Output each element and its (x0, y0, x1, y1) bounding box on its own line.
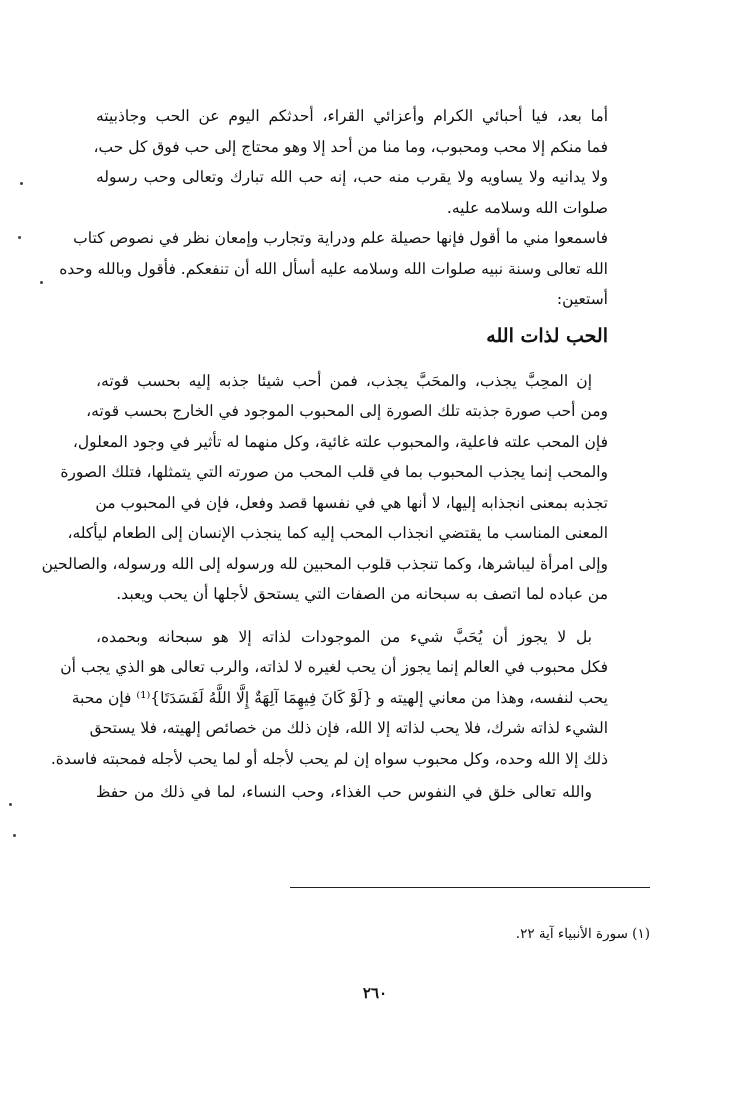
text-line: فكل محبوب في العالم إنما يجوز أن يحب لغيره لا لذاته، والرب تعالى هو الذي يجب أن (60, 658, 608, 676)
scan-speck (20, 182, 23, 185)
section-heading: الحب لذات الله (486, 324, 608, 347)
scan-speck (13, 834, 16, 837)
text-line: الشيء لذاته شرك، فلا يحب لذاته إلا الله، فإن ذلك من خصائص إلهيته، فلا يستحق (89, 719, 608, 737)
text-line: والمحب إنما يجذب المحبوب بما في قلب المحب من صورته التي يتمثلها، فتلك الصورة (60, 463, 608, 481)
text-line: وإلى امرأة ليباشرها، وكما تنجذب قلوب المحبين لله ورسوله إلى الله ورسوله، والصالحين (41, 554, 608, 573)
text-line: المعنى المناسب ما يقتضي انجذاب المحب إليه كما ينجذب الإنسان إلى الطعام ليأكله، (67, 524, 608, 542)
text-line: صلوات الله وسلامه عليه. (446, 198, 608, 217)
text-line: تجذبه بمعنى انجذابه إليها، لا أنها هي في نفسها قصد وفعل، فإن في المحبوب من (95, 493, 608, 512)
text-line: فإن المحب علته فاعلية، والمحبوب علته غائية، وكل منهما له تأثير في وجود المعلول، (72, 432, 608, 451)
paragraph-4 (50, 622, 608, 775)
text-line: يحب لنفسه، وهذا من معاني إلهيته و {لَوْ كَانَ فِيهِمَا آلِهَةٌ إِلَّا اللَّهُ لَفَسَدَتَا}⁽¹⁾ فإن محبة (71, 688, 608, 707)
text-line: إن المحِبَّ يجذب، والمحَبَّ يجذب، فمن أحب شيئا جذبه إليه بحسب قوته، (96, 371, 592, 390)
text-line: ولا يدانيه ولا يساويه ولا يقرب منه حب، إنه حب الله تبارك وتعالى وحب رسوله (96, 168, 608, 186)
page-number: ٢٦٠ (362, 984, 388, 1002)
paragraph-2 (59, 223, 608, 315)
text-line: فما منكم إلا محب ومحبوب، وما منا من أحد إلا وهو محتاج إلى حب فوق كل حب، (93, 137, 608, 156)
text-line: بل لا يجوز أن يُحَبَّ شيء من الموجودات لذاته إلا هو سبحانه وبحمده، (96, 627, 592, 646)
paragraph-3 (41, 366, 608, 610)
footnote: (١) سورة الأنبياء آية ٢٢. (515, 926, 650, 942)
scan-speck (40, 281, 43, 284)
text-line: الله تعالى وسنة نبيه صلوات الله وسلامه عليه أسأل الله أن تنفعكم. فأقول وبالله وحده (59, 259, 608, 278)
scan-speck (9, 803, 12, 806)
paragraph-1 (93, 101, 608, 223)
text-line: أستعين: (556, 290, 608, 308)
text-line: فاسمعوا مني ما أقول فإنها حصيلة علم ودراية وتجارب وإمعان نظر في نصوص كتاب (73, 229, 608, 247)
body-text (41, 101, 608, 808)
text-line: ذلك إلا الله وحده، وكل محبوب سواه إن لم يحب لأجله أو لما يحب لأجله فمحبته فاسدة. (50, 749, 608, 768)
footnote-divider (290, 887, 650, 888)
text-line: أما بعد، فيا أحبائي الكرام وأعزائي القراء، أحدثكم اليوم عن الحب وجاذبيته (96, 107, 608, 125)
text-line: ومن أحب صورة جذبته تلك الصورة إلى المحبوب الموجود في الخارج بحسب قوته، (86, 402, 608, 420)
paragraph-5 (96, 777, 608, 808)
text-line: من عباده لما اتصف به سبحانه من الصفات التي يستحق لأجلها أن يحب ويعبد. (116, 585, 608, 603)
text-line: والله تعالى خلق في النفوس حب الغذاء، وحب النساء، لما في ذلك من حفظ (96, 783, 592, 801)
scan-speck (18, 236, 21, 239)
